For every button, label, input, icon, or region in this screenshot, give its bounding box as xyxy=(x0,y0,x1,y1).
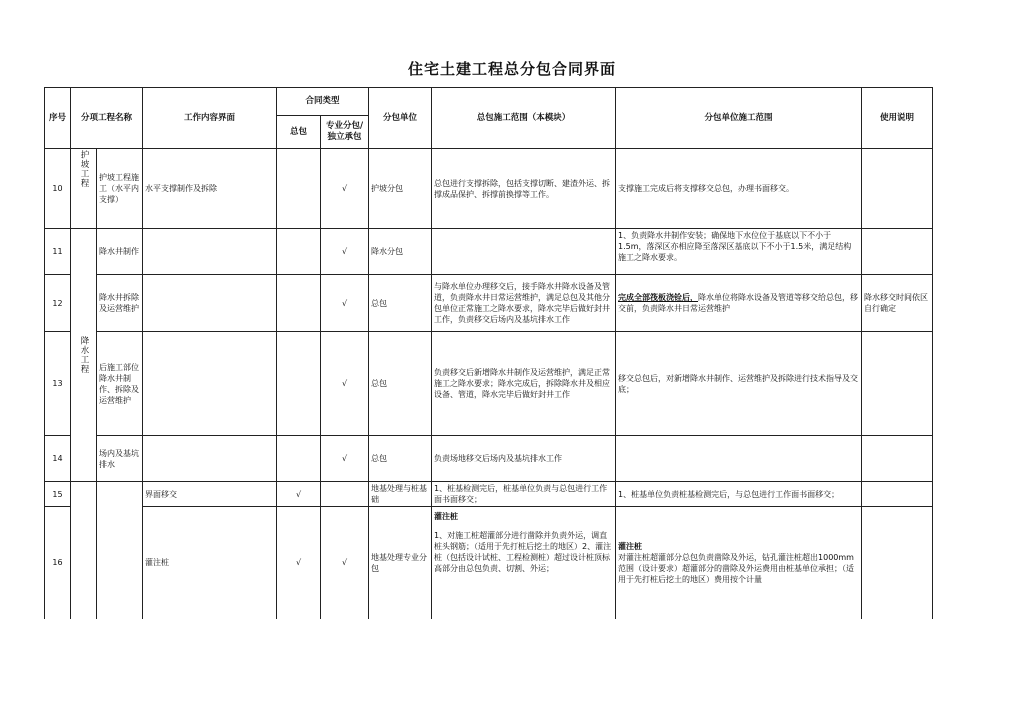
row-gc-scope: 与降水单位办理移交后，接手降水井降水设备及管道，负责降水井日常运营维护，满足总包及其他分包单位正常施工之降水要求，降水完毕后做好封井工作，负责移交后场内及基坑排水工作 xyxy=(432,275,616,332)
row-special: √ xyxy=(321,229,369,275)
row-content: 灌注桩 xyxy=(143,507,277,619)
row-sub-text: 对灌注桩超灌部分总包负责凿除及外运，钻孔灌注桩超出1000mm范围（设计要求）超灌部分的凿除及外运费用由桩基单位承担；（适用于先打桩后挖土的地区）费用按个计量 xyxy=(618,552,855,584)
header-special: 专业分包/独立承包 xyxy=(321,116,369,149)
row-sub-scope: 移交总包后，对新增降水井制作、运营维护及拆除进行技术指导及交底； xyxy=(616,332,862,436)
row-gc-scope: 负责移交后新增降水井制作及运营维护，满足正常施工之降水要求；降水完成后，拆除降水井及相应设备、管道，降水完毕后做好封井工作 xyxy=(432,332,616,436)
row-no: 11 xyxy=(45,229,71,275)
row-no: 10 xyxy=(45,149,71,229)
row-unit: 护坡分包 xyxy=(369,149,432,229)
row-usage xyxy=(862,229,933,275)
header-contract-type: 合同类型 xyxy=(277,88,369,116)
row-special: √ xyxy=(321,436,369,482)
row-item: 后施工部位降水井制作、拆除及运营维护 xyxy=(97,332,143,436)
row-usage xyxy=(862,149,933,229)
table-row xyxy=(45,507,933,619)
row-no: 16 xyxy=(45,507,71,619)
row-usage xyxy=(862,507,933,619)
row-gc-scope xyxy=(432,229,616,275)
row-special: √ xyxy=(321,275,369,332)
row-general xyxy=(277,332,321,436)
row-usage xyxy=(862,332,933,436)
row-item: 降水井拆除及运营维护 xyxy=(97,275,143,332)
row-special: √ xyxy=(321,332,369,436)
row-sub-scope xyxy=(616,436,862,482)
header-sub-scope: 分包单位施工范围 xyxy=(616,88,862,149)
row-usage xyxy=(862,482,933,507)
row-general xyxy=(277,275,321,332)
row-sub-scope: 1、负责降水井制作安装；确保地下水位位于基底以下不小于1.5m，落深区亦相应降至落深区基底以下不小于1.5米，满足结构施工之降水要求。 xyxy=(616,229,862,275)
row-special: √ xyxy=(321,149,369,229)
group-support: 护坡工程 xyxy=(79,150,89,188)
table-row xyxy=(45,482,933,507)
row-general xyxy=(277,229,321,275)
table-row xyxy=(45,149,933,229)
row-usage xyxy=(862,436,933,482)
row-item: 降水井制作 xyxy=(97,229,143,275)
row-no: 14 xyxy=(45,436,71,482)
row-general: √ xyxy=(277,507,321,619)
row-gc-title: 灌注桩 xyxy=(434,512,459,521)
row-content xyxy=(143,229,277,275)
row-usage: 降水移交时间依区自行确定 xyxy=(862,275,933,332)
table-row xyxy=(45,436,933,482)
row-unit: 降水分包 xyxy=(369,229,432,275)
header-content: 工作内容界面 xyxy=(143,88,277,149)
row-unit: 总包 xyxy=(369,275,432,332)
row-general xyxy=(277,436,321,482)
row-content xyxy=(143,436,277,482)
row-gc-scope xyxy=(432,507,616,619)
row-gc-scope: 1、桩基检测完后，桩基单位负责与总包进行工作面书面移交； xyxy=(432,482,616,507)
row-gc-scope: 负责场地移交后场内及基坑排水工作 xyxy=(432,436,616,482)
table-row xyxy=(45,229,933,275)
header-usage: 使用说明 xyxy=(862,88,933,149)
row-no: 15 xyxy=(45,482,71,507)
row-general: √ xyxy=(277,482,321,507)
row-gc-scope: 总包进行支撑拆除，包括支撑切断、建渣外运、拆撑成品保护、拆撑前换撑等工作。 xyxy=(432,149,616,229)
row-content xyxy=(143,275,277,332)
row-sub-scope: 1、桩基单位负责桩基检测完后，与总包进行工作面书面移交； xyxy=(616,482,862,507)
row-sub-highlight: 完成全部筏板浇铨后， xyxy=(618,293,699,302)
row-special: √ xyxy=(321,507,369,619)
table-row xyxy=(45,332,933,436)
row-item: 场内及基坑排水 xyxy=(97,436,143,482)
row-content: 界面移交 xyxy=(143,482,277,507)
row-content: 水平支撑制作及拆除 xyxy=(143,149,277,229)
header-gc-scope: 总包施工范围（本模块） xyxy=(432,88,616,149)
row-no: 12 xyxy=(45,275,71,332)
row-content xyxy=(143,332,277,436)
page-title: 住宅土建工程总分包合同界面 xyxy=(407,60,616,78)
header-general: 总包 xyxy=(277,116,321,149)
row-sub-scope xyxy=(616,507,862,619)
row-unit: 地基处理与桩基础 xyxy=(369,482,432,507)
header-sub-unit: 分包单位 xyxy=(369,88,432,149)
row-unit: 总包 xyxy=(369,436,432,482)
row-special xyxy=(321,482,369,507)
row-sub-scope xyxy=(616,275,862,332)
row-sub-text: 降水单位将降水设备及管道等移交给总包，移交前，负责降水井日常运营维护 xyxy=(618,293,859,313)
contract-interface-table xyxy=(44,87,933,619)
header-item: 分项工程名称 xyxy=(71,88,143,149)
group-dewater: 降水工程 xyxy=(79,336,89,374)
row-gc-text: 1、对施工桩超灌部分进行凿除并负责外运，调直桩头钢筋；（适用于先打桩后挖土的地区）2、灌注桩（包括设计试桩、工程检测桩）超过设计桩顶标高部分由总包负责、切割、外运； xyxy=(434,531,612,573)
row-unit: 地基处理专业分包 xyxy=(369,507,432,619)
row-sub-scope: 支撑施工完成后将支撑移交总包，办理书面移交。 xyxy=(616,149,862,229)
table-row xyxy=(45,275,933,332)
row-sub-title: 灌注桩 xyxy=(618,541,643,551)
row-unit: 总包 xyxy=(369,332,432,436)
header-seq: 序号 xyxy=(45,88,71,149)
row-item: 护坡工程施工（水平内支撑） xyxy=(97,149,143,229)
row-general xyxy=(277,149,321,229)
row-no: 13 xyxy=(45,332,71,436)
row-item xyxy=(97,482,143,619)
